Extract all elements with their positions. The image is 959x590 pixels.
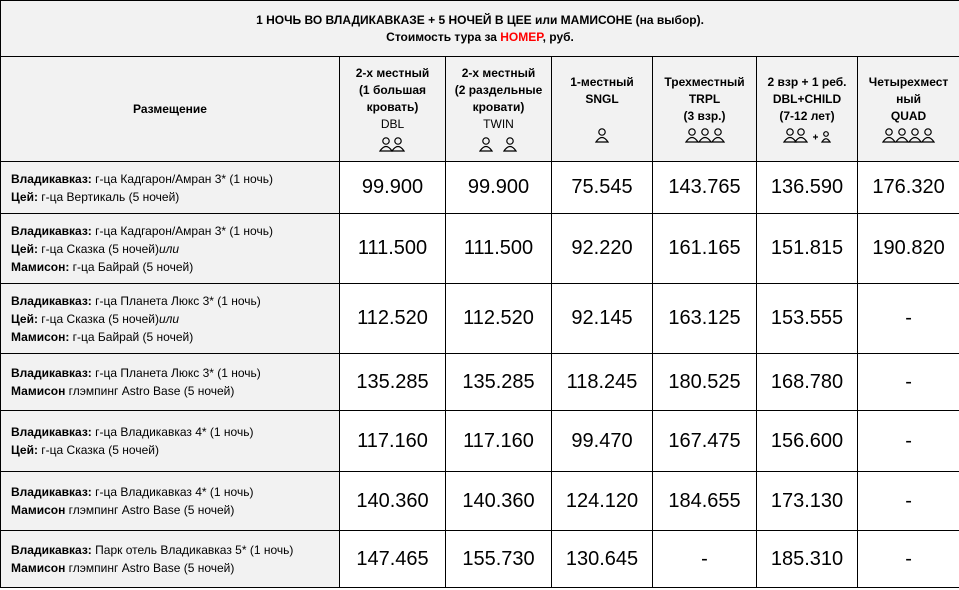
price-trpl: 184.655 bbox=[653, 472, 757, 531]
placement-hotel: г-ца Кадгарон/Амран 3* (1 ночь) bbox=[91, 171, 273, 186]
placement-line bbox=[11, 240, 339, 258]
placement-cell bbox=[1, 411, 340, 472]
header-child bbox=[757, 57, 858, 162]
price-child: 151.815 bbox=[757, 214, 858, 284]
price-trpl: 167.475 bbox=[653, 411, 757, 472]
header-child-line1: 2 взр + 1 реб. bbox=[767, 74, 847, 89]
price-twin: 99.900 bbox=[446, 162, 552, 214]
placement-line bbox=[11, 423, 339, 441]
price-sngl: 92.220 bbox=[552, 214, 653, 284]
placement-location: Цей: bbox=[11, 241, 38, 256]
header-twin-line3: кровати) bbox=[472, 100, 525, 114]
price-twin: 111.500 bbox=[446, 214, 552, 284]
placement-hotel: г-ца Планета Люкс 3* (1 ночь) bbox=[91, 293, 261, 308]
placement-location: Владикавказ: bbox=[11, 425, 92, 439]
header-trpl-line1: Трехместный bbox=[664, 74, 745, 89]
price-sngl: 92.145 bbox=[552, 284, 653, 354]
placement-location: Владикавказ: bbox=[11, 543, 92, 557]
header-trpl-line2: TRPL bbox=[688, 91, 721, 106]
price-quad: 176.320 bbox=[858, 162, 959, 214]
price-sngl: 124.120 bbox=[552, 472, 653, 531]
placement-line bbox=[11, 258, 339, 276]
price-child: 153.555 bbox=[757, 284, 858, 354]
header-quad-line3: QUAD bbox=[890, 108, 927, 123]
price-child: 168.780 bbox=[757, 354, 858, 411]
price-trpl: 163.125 bbox=[653, 284, 757, 354]
table-row bbox=[1, 472, 959, 531]
placement-location: Владикавказ: bbox=[11, 223, 92, 238]
placement-location: Владикавказ: bbox=[11, 293, 92, 308]
price-child: 185.310 bbox=[757, 531, 858, 588]
header-twin-line2: (2 раздельные bbox=[454, 83, 543, 97]
price-dbl: 140.360 bbox=[340, 472, 446, 531]
header-child-line2: DBL+CHILD bbox=[772, 91, 842, 106]
price-dbl: 99.900 bbox=[340, 162, 446, 214]
placement-hotel: глэмпинг Astro Base (5 ночей) bbox=[65, 561, 235, 575]
header-quad-line2: ный bbox=[896, 91, 921, 106]
placement-line bbox=[11, 541, 339, 559]
price-twin: 140.360 bbox=[446, 472, 552, 531]
header-trpl-line3: (3 взр.) bbox=[683, 108, 726, 123]
table-row bbox=[1, 284, 959, 354]
placement-line bbox=[11, 310, 339, 328]
placement-line bbox=[11, 364, 339, 382]
placement-location: Мамисон: bbox=[11, 329, 70, 344]
two-adults-plus-child-icon bbox=[757, 127, 857, 145]
placement-location: Мамисон bbox=[11, 561, 66, 575]
table-row bbox=[1, 162, 959, 214]
header-dbl-line1: 2-х местный bbox=[355, 66, 430, 80]
title-highlight-room: НОМЕР bbox=[500, 29, 543, 44]
price-twin: 117.160 bbox=[446, 411, 552, 472]
table-row bbox=[1, 354, 959, 411]
placement-line bbox=[11, 292, 339, 310]
placement-cell bbox=[1, 472, 340, 531]
placement-cell bbox=[1, 354, 340, 411]
price-twin: 135.285 bbox=[446, 354, 552, 411]
price-dbl: 135.285 bbox=[340, 354, 446, 411]
price-sngl: 130.645 bbox=[552, 531, 653, 588]
placement-hotel: г-ца Сказка (5 ночей) bbox=[37, 443, 159, 457]
header-sngl-line1: 1-местный bbox=[570, 74, 634, 89]
placement-hotel: г-ца Байрай (5 ночей) bbox=[69, 329, 194, 344]
title-line-2-prefix: Стоимость тура за bbox=[386, 29, 501, 44]
placement-location: Цей: bbox=[11, 443, 38, 457]
placement-hotel: г-ца Вертикаль (5 ночей) bbox=[37, 189, 180, 204]
placement-hotel: г-ца Сказка (5 ночей) bbox=[37, 241, 159, 256]
price-dbl: 111.500 bbox=[340, 214, 446, 284]
price-quad: - bbox=[858, 411, 959, 472]
price-trpl: 180.525 bbox=[653, 354, 757, 411]
header-dbl-line2: (1 большая bbox=[358, 83, 427, 97]
placement-line bbox=[11, 222, 339, 240]
placement-line bbox=[11, 501, 339, 519]
placement-cell bbox=[1, 284, 340, 354]
price-twin: 112.520 bbox=[446, 284, 552, 354]
placement-hotel: глэмпинг Astro Base (5 ночей) bbox=[65, 384, 235, 398]
table-title bbox=[1, 1, 959, 57]
header-twin-code: TWIN bbox=[483, 117, 514, 131]
price-quad: - bbox=[858, 284, 959, 354]
placement-location: Владикавказ: bbox=[11, 171, 92, 186]
placement-line bbox=[11, 559, 339, 577]
price-twin: 155.730 bbox=[446, 531, 552, 588]
placement-location: Цей: bbox=[11, 189, 38, 204]
placement-line bbox=[11, 483, 339, 501]
title-line-1: 1 НОЧЬ ВО ВЛАДИКАВКАЗЕ + 5 НОЧЕЙ В ЦЕЕ или МАМИСОНЕ (на выбор). bbox=[256, 12, 704, 27]
price-dbl: 112.520 bbox=[340, 284, 446, 354]
placement-location: Мамисон: bbox=[11, 259, 70, 274]
header-child-line3: (7-12 лет) bbox=[779, 108, 835, 123]
header-row bbox=[1, 57, 959, 162]
placement-line bbox=[11, 188, 339, 206]
placement-hotel: г-ца Кадгарон/Амран 3* (1 ночь) bbox=[91, 223, 273, 238]
placement-location: Владикавказ: bbox=[11, 366, 92, 380]
placement-line bbox=[11, 441, 339, 459]
price-child: 156.600 bbox=[757, 411, 858, 472]
header-twin bbox=[446, 57, 552, 162]
placement-or: или bbox=[158, 241, 180, 256]
title-line-2-suffix: , руб. bbox=[542, 29, 574, 44]
two-separate-persons-icon bbox=[446, 135, 551, 153]
price-sngl: 75.545 bbox=[552, 162, 653, 214]
price-table-body bbox=[1, 162, 959, 588]
placement-line bbox=[11, 328, 339, 346]
header-sngl-line2: SNGL bbox=[585, 91, 619, 106]
header-dbl-line3: кровать) bbox=[366, 100, 419, 114]
placement-hotel: г-ца Владикавказ 4* (1 ночь) bbox=[91, 485, 254, 499]
price-sngl: 118.245 bbox=[552, 354, 653, 411]
header-sngl bbox=[552, 57, 653, 162]
placement-hotel: глэмпинг Astro Base (5 ночей) bbox=[65, 503, 235, 517]
placement-line bbox=[11, 382, 339, 400]
placement-location: Мамисон bbox=[11, 503, 66, 517]
header-quad bbox=[858, 57, 959, 162]
placement-or: или bbox=[158, 311, 180, 326]
price-child: 173.130 bbox=[757, 472, 858, 531]
placement-hotel: г-ца Байрай (5 ночей) bbox=[69, 259, 194, 274]
placement-cell bbox=[1, 214, 340, 284]
header-placement: Размещение bbox=[1, 57, 340, 162]
title-row bbox=[1, 1, 959, 57]
header-sngl-spacer bbox=[552, 108, 652, 125]
header-dbl-code: DBL bbox=[380, 117, 405, 131]
table-row bbox=[1, 214, 959, 284]
header-twin-line1: 2-х местный bbox=[461, 66, 536, 80]
table-row bbox=[1, 411, 959, 472]
price-dbl: 147.465 bbox=[340, 531, 446, 588]
placement-location: Мамисон bbox=[11, 384, 66, 398]
placement-line bbox=[11, 170, 339, 188]
placement-hotel: г-ца Сказка (5 ночей) bbox=[37, 311, 159, 326]
price-child: 136.590 bbox=[757, 162, 858, 214]
table-row bbox=[1, 531, 959, 588]
placement-cell bbox=[1, 162, 340, 214]
placement-location: Владикавказ: bbox=[11, 485, 92, 499]
header-trpl bbox=[653, 57, 757, 162]
price-dbl: 117.160 bbox=[340, 411, 446, 472]
price-trpl: - bbox=[653, 531, 757, 588]
placement-hotel: г-ца Планета Люкс 3* (1 ночь) bbox=[91, 366, 261, 380]
placement-hotel: Парк отель Владикавказ 5* (1 ночь) bbox=[91, 543, 294, 557]
placement-hotel: г-ца Владикавказ 4* (1 ночь) bbox=[91, 425, 254, 439]
two-persons-icon bbox=[340, 135, 445, 153]
price-trpl: 143.765 bbox=[653, 162, 757, 214]
placement-location: Цей: bbox=[11, 311, 38, 326]
four-persons-icon bbox=[858, 127, 959, 145]
price-quad: 190.820 bbox=[858, 214, 959, 284]
price-trpl: 161.165 bbox=[653, 214, 757, 284]
one-person-icon bbox=[552, 127, 652, 145]
header-quad-line1: Четырехмест bbox=[868, 74, 949, 89]
price-sngl: 99.470 bbox=[552, 411, 653, 472]
header-dbl bbox=[340, 57, 446, 162]
price-quad: - bbox=[858, 354, 959, 411]
title-line-2 bbox=[1, 29, 959, 46]
placement-cell bbox=[1, 531, 340, 588]
price-quad: - bbox=[858, 472, 959, 531]
three-persons-icon bbox=[653, 127, 756, 145]
price-quad: - bbox=[858, 531, 959, 588]
